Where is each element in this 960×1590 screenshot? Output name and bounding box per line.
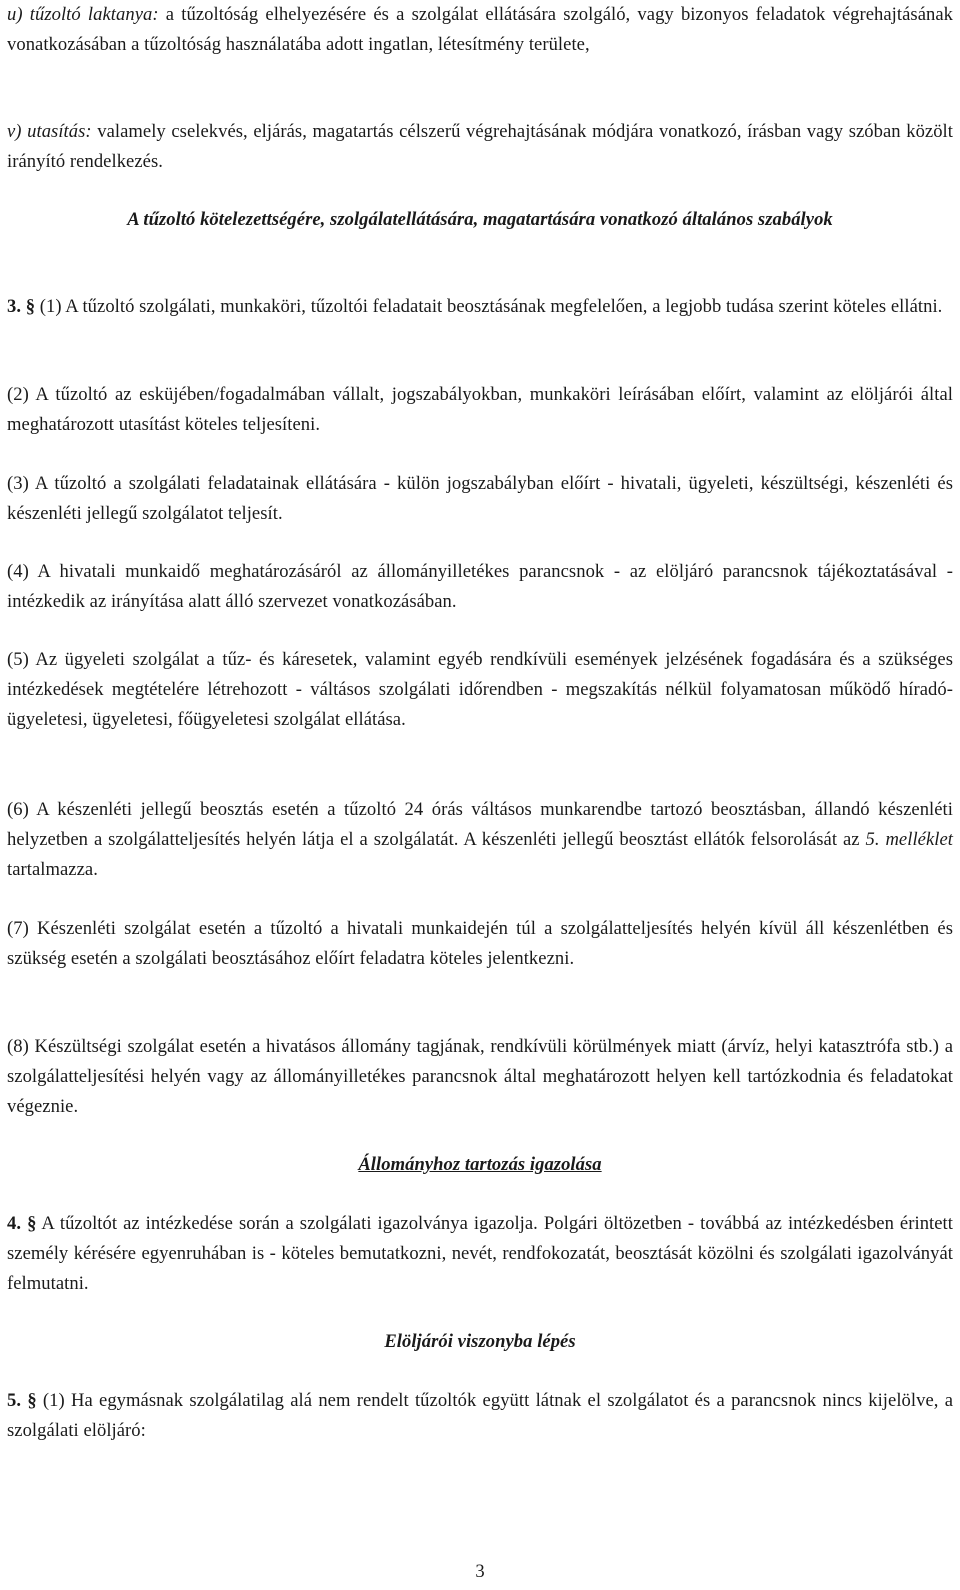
definition-label: u) tűzoltó laktanya:: [7, 4, 159, 25]
page-number: 3: [475, 1561, 485, 1582]
paragraph-text: (6) A készenléti jellegű beosztás esetén a tűzoltó 24 órás váltásos munkarendbe tartozó beosztásban, állandó készenléti helyzetben a szolgálatteljesítés helyén látja el a szolgálatát. A készenléti jellegű beosztást ellátók felsorolását az: [7, 799, 953, 850]
section-heading: Állományhoz tartozás igazolása: [358, 1154, 602, 1175]
section-3-paragraph-3: (3) A tűzoltó a szolgálati feladatainak ellátására - külön jogszabályban előírt - hivatali, ügyeleti, készültségi, készenléti és készenléti jellegű szolgálatot teljesít.: [7, 473, 953, 524]
annex-reference: 5. melléklet: [865, 829, 953, 850]
paragraph-text: (1) A tűzoltó szolgálati, munkaköri, tűzoltói feladatait beosztásának megfelelően, a legjobb tudása szerint köteles ellátni.: [35, 296, 943, 317]
section-3-paragraph-8: (8) Készültségi szolgálat esetén a hivatásos állomány tagjának, rendkívüli körülmények miatt (árvíz, helyi katasztrófa stb.) a szolgálatteljesítési helyén vagy az állományilletékes parancsnok által meghatározott helyen kell tartózkodnia és feladatokat végeznie.: [7, 1036, 953, 1117]
section-sign: §: [27, 1390, 37, 1411]
section-5-paragraph: [7, 1386, 953, 1446]
section-3-paragraph-6: [7, 795, 953, 885]
section-3-paragraph-7: (7) Készenléti szolgálat esetén a tűzoltó a hivatali munkaidején túl a szolgálatteljesítés helyén kívül áll készenlétben és szükség esetén a szolgálati beosztásához előírt feladatra köteles jelentkezni.: [7, 918, 953, 969]
section-3-paragraph-2: (2) A tűzoltó az esküjében/fogadalmában vállalt, jogszabályokban, munkaköri leírásában előírt, valamint az elöljárói által meghatározott utasítást köteles teljesíteni.: [7, 384, 953, 435]
paragraph-text: A tűzoltót az intézkedése során a szolgálati igazolványa igazolja. Polgári öltözetben - továbbá az intézkedésben érintett személy kérésére egyenruhában is - köteles bemutatkozni, nevét, rendfokozatát, beosztását közölni és szolgálati igazolványát felmutatni.: [7, 1213, 953, 1294]
definition-u: [7, 0, 953, 60]
section-number: 3.: [7, 296, 22, 317]
section-3-paragraph-5: (5) Az ügyeleti szolgálat a tűz- és káresetek, valamint egyéb rendkívüli események jelzésének fogadására és a szükséges intézkedések megtételére létrehozott - váltásos szolgálati időrendben - megszakítás nélkül folyamatosan működő híradó-ügyeletesi, ügyeletesi, főügyeletesi szolgálat ellátása.: [7, 649, 953, 730]
section-number: 4.: [7, 1213, 22, 1234]
section-4-paragraph: [7, 1209, 953, 1299]
paragraph-text: (1) Ha egymásnak szolgálatilag alá nem rendelt tűzoltók együtt látnak el szolgálatot és a parancsnok nincs kijelölve, a szolgálati elöljáró:: [7, 1390, 954, 1441]
section-3-paragraph-1: [7, 292, 953, 322]
section-heading: Elöljárói viszonyba lépés: [384, 1331, 576, 1352]
definition-text: valamely cselekvés, eljárás, magatartás célszerű végrehajtásának módjára vonatkozó, írásban vagy szóban közölt irányító rendelkezés.: [7, 121, 953, 172]
section-heading: A tűzoltó kötelezettségére, szolgálatellátására, magatartására vonatkozó általános szabályok: [127, 209, 833, 230]
definition-v: [7, 117, 953, 177]
section-sign: §: [25, 296, 36, 317]
definition-text: a tűzoltóság elhelyezésére és a szolgálat ellátására szolgáló, vagy bizonyos feladatok végrehajtásának vonatkozásában a tűzoltóság használatába adott ingatlan, létesítmény területe,: [7, 4, 953, 55]
section-sign: §: [27, 1213, 37, 1234]
section-number: 5.: [7, 1390, 22, 1411]
definition-label: v) utasítás:: [7, 121, 92, 142]
paragraph-text: tartalmazza.: [7, 859, 98, 880]
section-3-paragraph-4: (4) A hivatali munkaidő meghatározásáról az állományilletékes parancsnok - az elöljáró parancsnok tájékoztatásával - intézkedik az irányítása alatt álló szervezet vonatkozásában.: [7, 561, 953, 612]
